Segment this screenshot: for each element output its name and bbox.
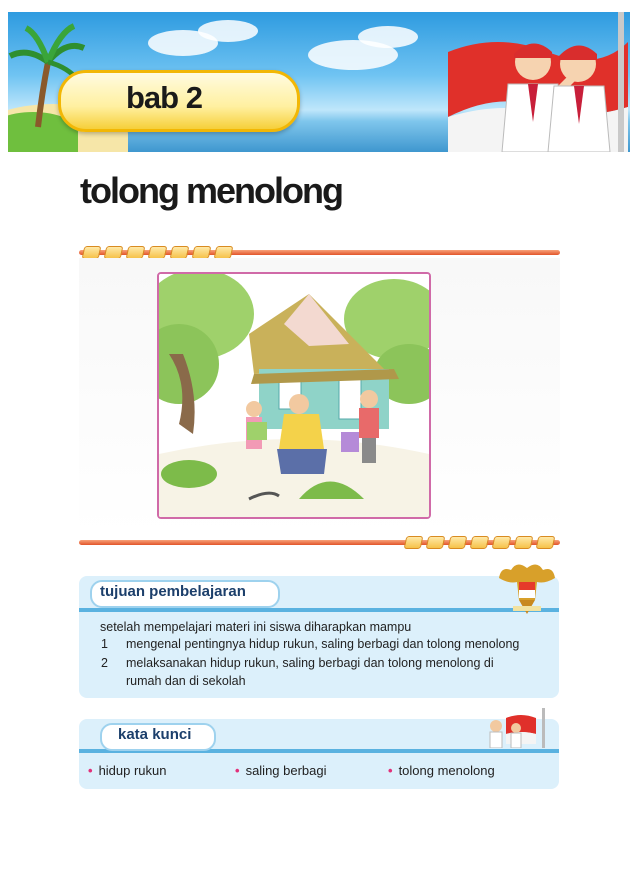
- house-helping-illustration: [157, 272, 431, 519]
- chapter-label: bab 2: [126, 80, 202, 115]
- objective-text: melaksanakan hidup rukun, saling berbagi dan tolong menolong di rumah dan di sekolah: [126, 656, 494, 688]
- learning-objectives-title: tujuan pembelajaran: [100, 583, 246, 600]
- cloud: [358, 26, 418, 48]
- keyword-item: • tolong menolong: [388, 763, 495, 778]
- flag-ceremony-icon: [486, 708, 552, 748]
- objectives-intro: setelah mempelajari materi ini siswa diharapkan mampu: [100, 620, 412, 634]
- bullet-icon: •: [88, 763, 93, 778]
- cloud: [198, 20, 258, 42]
- bullet-icon: •: [388, 763, 393, 778]
- decorative-bottom-bar: [79, 536, 560, 550]
- objective-number: 1: [101, 637, 108, 651]
- village-house-children-image: [159, 274, 429, 517]
- garuda-emblem-icon: [497, 560, 557, 618]
- keyword-item: • hidup rukun: [88, 763, 167, 778]
- bullet-icon: •: [235, 763, 240, 778]
- saluting-students-flag-illustration: [428, 12, 630, 152]
- keywords-title: kata kunci: [118, 726, 192, 743]
- chapter-title: tolong menolong: [80, 170, 342, 211]
- objective-number: 2: [101, 656, 108, 670]
- decorative-top-bar: [79, 246, 560, 258]
- objective-text: mengenal pentingnya hidup rukun, saling berbagi dan tolong menolong: [126, 637, 520, 651]
- keyword-item: • saling berbagi: [235, 763, 327, 778]
